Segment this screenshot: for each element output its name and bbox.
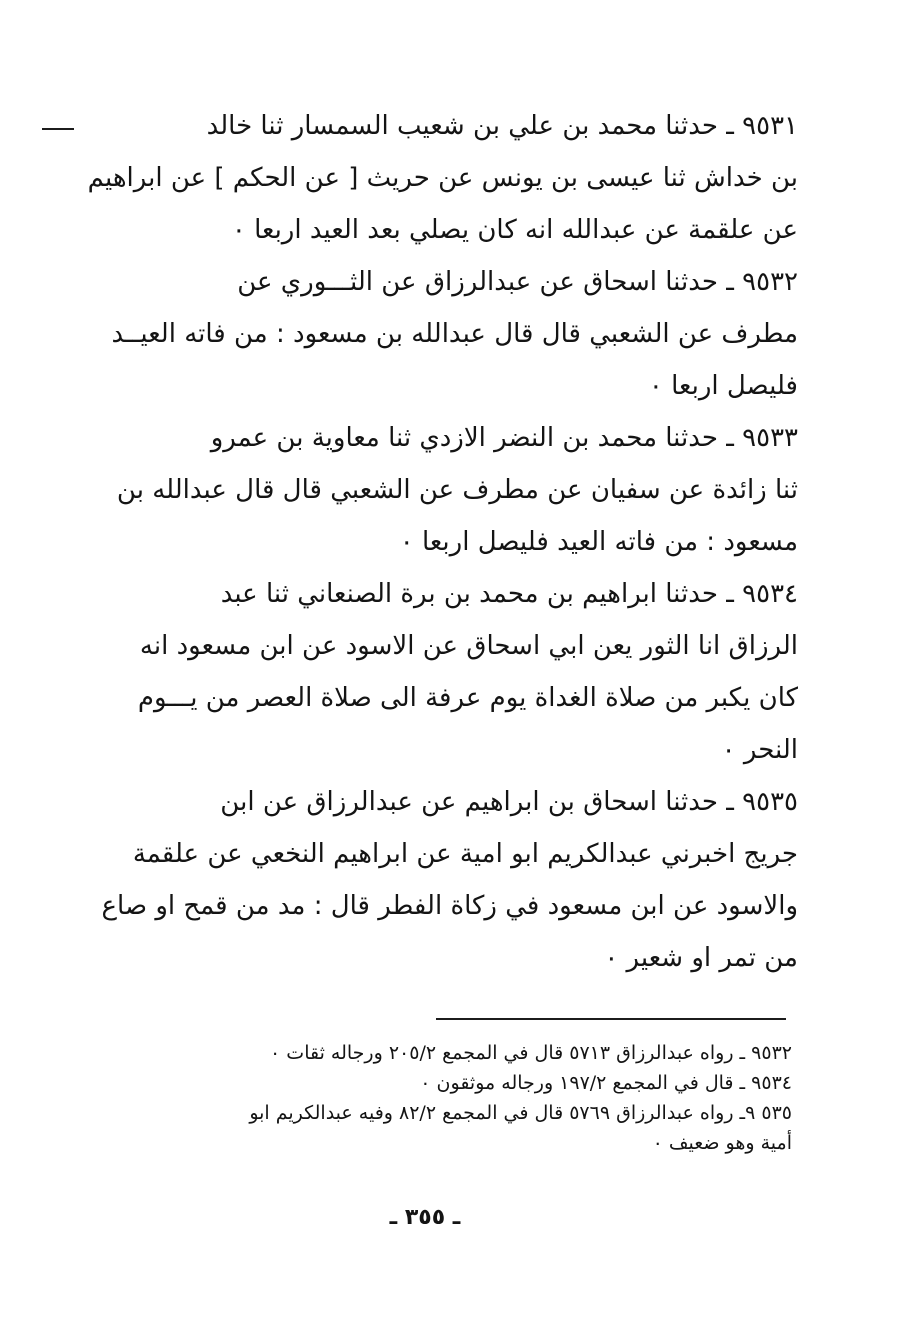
footnote-line: أمية وهو ضعيف ٠ bbox=[652, 1132, 792, 1154]
page-number: ـ ٣٥٥ ـ bbox=[389, 1205, 461, 1230]
text-line: ثنا زائدة عن سفيان عن مطرف عن الشعبي قال قال عبدالله بن bbox=[116, 475, 798, 505]
text-line: مسعود : من فاته العيد فليصل اربعا ٠ bbox=[399, 527, 798, 557]
paragraph-9533 bbox=[78, 412, 798, 568]
text-line: بن خداش ثنا عيسى بن يونس عن حريث [ عن الحكم ] عن ابراهيم bbox=[87, 163, 798, 193]
text-line: ٩٥٣٥ ـ حدثنا اسحاق بن ابراهيم عن عبدالرزاق عن ابن bbox=[220, 787, 798, 817]
text-line: ٩٥٣٣ ـ حدثنا محمد بن النضر الازدي ثنا معاوية بن عمرو bbox=[210, 423, 798, 453]
text-line: النحر ٠ bbox=[721, 735, 798, 765]
text-line: والاسود عن ابن مسعود في زكاة الفطر قال : مد من قمح او صاع bbox=[101, 891, 798, 921]
footnote-line: ٥٣٥ ٩ـ رواه عبدالرزاق ٥٧٦٩ قال في المجمع ٨٢/٢ وفيه عبدالكريم ابو bbox=[249, 1102, 792, 1124]
text-line: من تمر او شعير ٠ bbox=[604, 943, 798, 973]
text-line: ٩٥٣٢ ـ حدثنا اسحاق عن عبدالرزاق عن الثـــوري عن bbox=[237, 267, 798, 297]
footnote-divider bbox=[436, 1018, 786, 1020]
text-line: ٩٥٣٤ ـ حدثنا ابراهيم بن محمد بن برة الصنعاني ثنا عبد bbox=[220, 579, 798, 609]
main-text bbox=[78, 100, 798, 984]
text-line: فليصل اربعا ٠ bbox=[648, 371, 798, 401]
text-line: ٩٥٣١ ـ حدثنا محمد بن علي بن شعيب السمسار ثنا خالد bbox=[206, 111, 798, 141]
margin-mark bbox=[42, 128, 74, 130]
paragraph-9532 bbox=[78, 256, 798, 412]
text-line: كان يكبر من صلاة الغداة يوم عرفة الى صلاة العصر من يـــوم bbox=[137, 683, 798, 713]
footnote-line: ٩٥٣٢ ـ رواه عبدالرزاق ٥٧١٣ قال في المجمع ٢٠٥/٢ ورجاله ثقات ٠ bbox=[270, 1042, 792, 1064]
footnote-line: ٩٥٣٤ ـ قال في المجمع ١٩٧/٢ ورجاله موثقون ٠ bbox=[420, 1072, 792, 1094]
footnotes bbox=[80, 1038, 792, 1158]
paragraph-9534 bbox=[78, 568, 798, 776]
text-line: عن علقمة عن عبدالله انه كان يصلي بعد العيد اربعا ٠ bbox=[231, 215, 798, 245]
paragraph-9531 bbox=[78, 100, 798, 256]
text-line: مطرف عن الشعبي قال قال عبدالله بن مسعود : من فاته العيــد bbox=[111, 319, 798, 349]
text-line: جريج اخبرني عبدالكريم ابو امية عن ابراهيم النخعي عن علقمة bbox=[132, 839, 798, 869]
text-line: الرزاق انا الثور يعن ابي اسحاق عن الاسود عن ابن مسعود انه bbox=[139, 631, 798, 661]
paragraph-9535 bbox=[78, 776, 798, 984]
